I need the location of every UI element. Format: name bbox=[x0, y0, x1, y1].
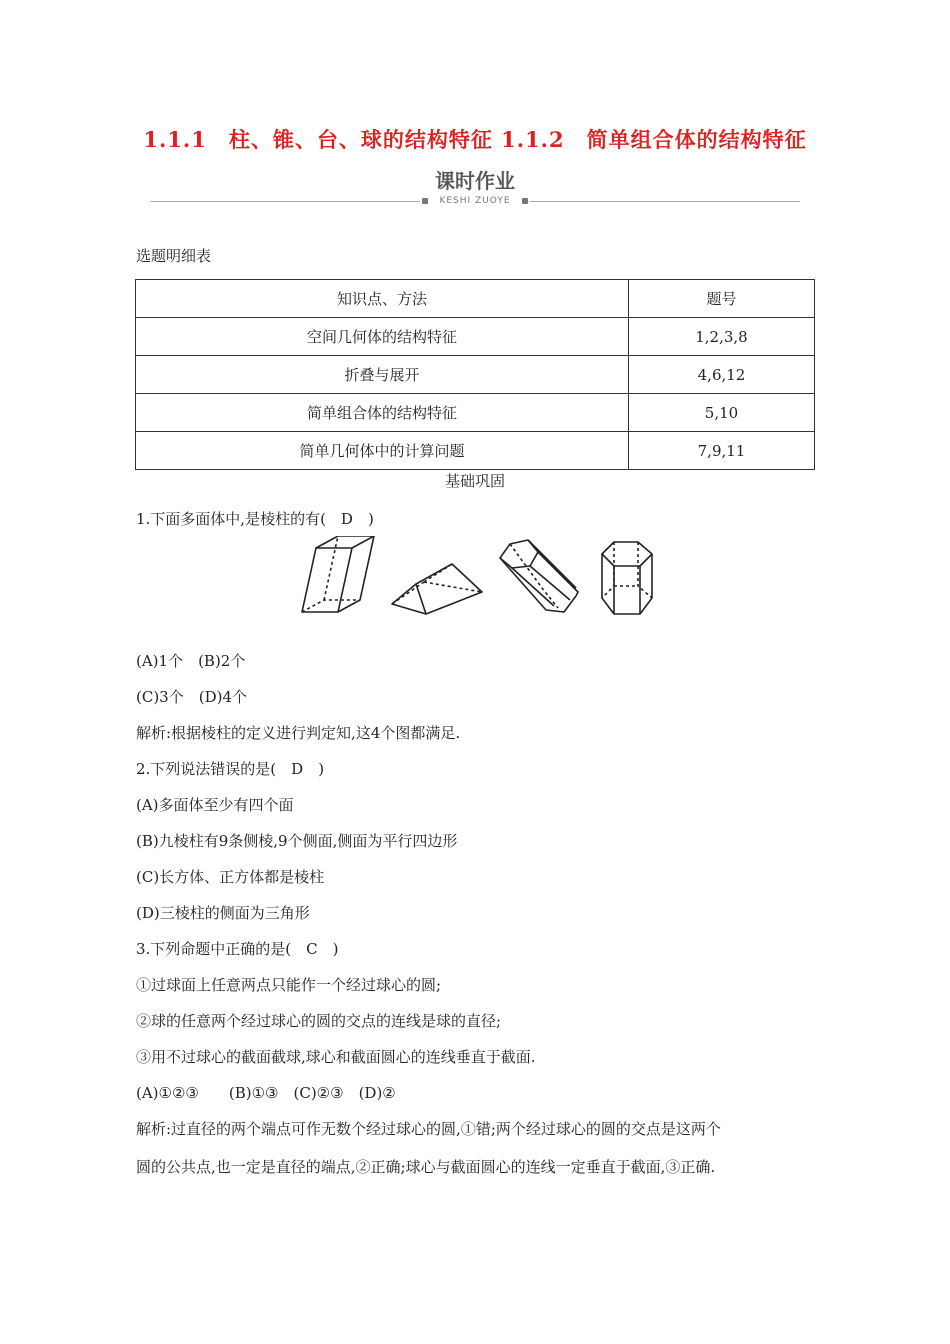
table-row bbox=[136, 318, 815, 356]
question-3-analysis-line-1: 解析:过直径的两个端点可作无数个经过球心的圆,①错;两个经过球心的圆的交点是这两个 bbox=[136, 1120, 721, 1138]
question-1-analysis: 解析:根据棱柱的定义进行判定知,这4个图都满足. bbox=[136, 724, 461, 742]
section-subtitle: 课时作业 bbox=[435, 169, 515, 193]
question-2-option-a: (A)多面体至少有四个面 bbox=[136, 796, 294, 814]
question-3-analysis-line-2: 圆的公共点,也一定是直径的端点,②正确;球心与截面圆心的连线一定垂直于截面,③正确. bbox=[136, 1158, 716, 1176]
question-1-stem: 1.下面多面体中,是棱柱的有( D ) bbox=[136, 510, 374, 528]
topic-table bbox=[135, 279, 815, 470]
prism-figures bbox=[296, 536, 666, 620]
table-caption: 选题明细表 bbox=[136, 247, 212, 265]
table-header-cell: 题号 bbox=[629, 280, 815, 318]
table-cell: 4,6,12 bbox=[629, 356, 815, 394]
table-cell: 7,9,11 bbox=[629, 432, 815, 470]
table-cell: 简单组合体的结构特征 bbox=[136, 394, 629, 432]
question-3-statement-3: ③用不过球心的截面截球,球心和截面圆心的连线垂直于截面. bbox=[136, 1048, 536, 1066]
section-heading: 基础巩固 bbox=[444, 472, 505, 490]
table-header-row bbox=[136, 280, 815, 318]
table-cell: 简单几何体中的计算问题 bbox=[136, 432, 629, 470]
figure-hexagonal-prism-oblique bbox=[500, 540, 578, 612]
subtitle-english: KESHI ZUOYE bbox=[439, 196, 511, 206]
question-1-options-cd: (C)3个 (D)4个 bbox=[136, 688, 247, 706]
question-3-stem: 3.下列命题中正确的是( C ) bbox=[136, 940, 339, 958]
question-2-option-c: (C)长方体、正方体都是棱柱 bbox=[136, 868, 325, 886]
question-3-statement-1: ①过球面上任意两点只能作一个经过球心的圆; bbox=[136, 976, 442, 994]
question-3-options: (A)①②③ (B)①③ (C)②③ (D)② bbox=[136, 1084, 396, 1102]
table-row bbox=[136, 356, 815, 394]
question-3-statement-2: ②球的任意两个经过球心的圆的交点的连线是球的直径; bbox=[136, 1012, 502, 1030]
table-cell: 1,2,3,8 bbox=[629, 318, 815, 356]
question-2-option-b: (B)九棱柱有9条侧棱,9个侧面,侧面为平行四边形 bbox=[136, 832, 458, 850]
table-header-cell: 知识点、方法 bbox=[136, 280, 629, 318]
table-cell: 空间几何体的结构特征 bbox=[136, 318, 629, 356]
question-1-options-ab: (A)1个 (B)2个 bbox=[136, 652, 246, 670]
table-row bbox=[136, 432, 815, 470]
question-2-option-d: (D)三棱柱的侧面为三角形 bbox=[136, 904, 310, 922]
figure-oblique-prism bbox=[302, 536, 374, 612]
subtitle-divider bbox=[150, 196, 800, 206]
figure-hexagonal-prism-upright bbox=[602, 542, 652, 614]
figure-triangular-prism bbox=[392, 564, 482, 614]
page-title: 1.1.1 柱、锥、台、球的结构特征 1.1.2 简单组合体的结构特征 bbox=[143, 127, 807, 152]
table-cell: 折叠与展开 bbox=[136, 356, 629, 394]
table-row bbox=[136, 394, 815, 432]
table-cell: 5,10 bbox=[629, 394, 815, 432]
question-2-stem: 2.下列说法错误的是( D ) bbox=[136, 760, 325, 778]
